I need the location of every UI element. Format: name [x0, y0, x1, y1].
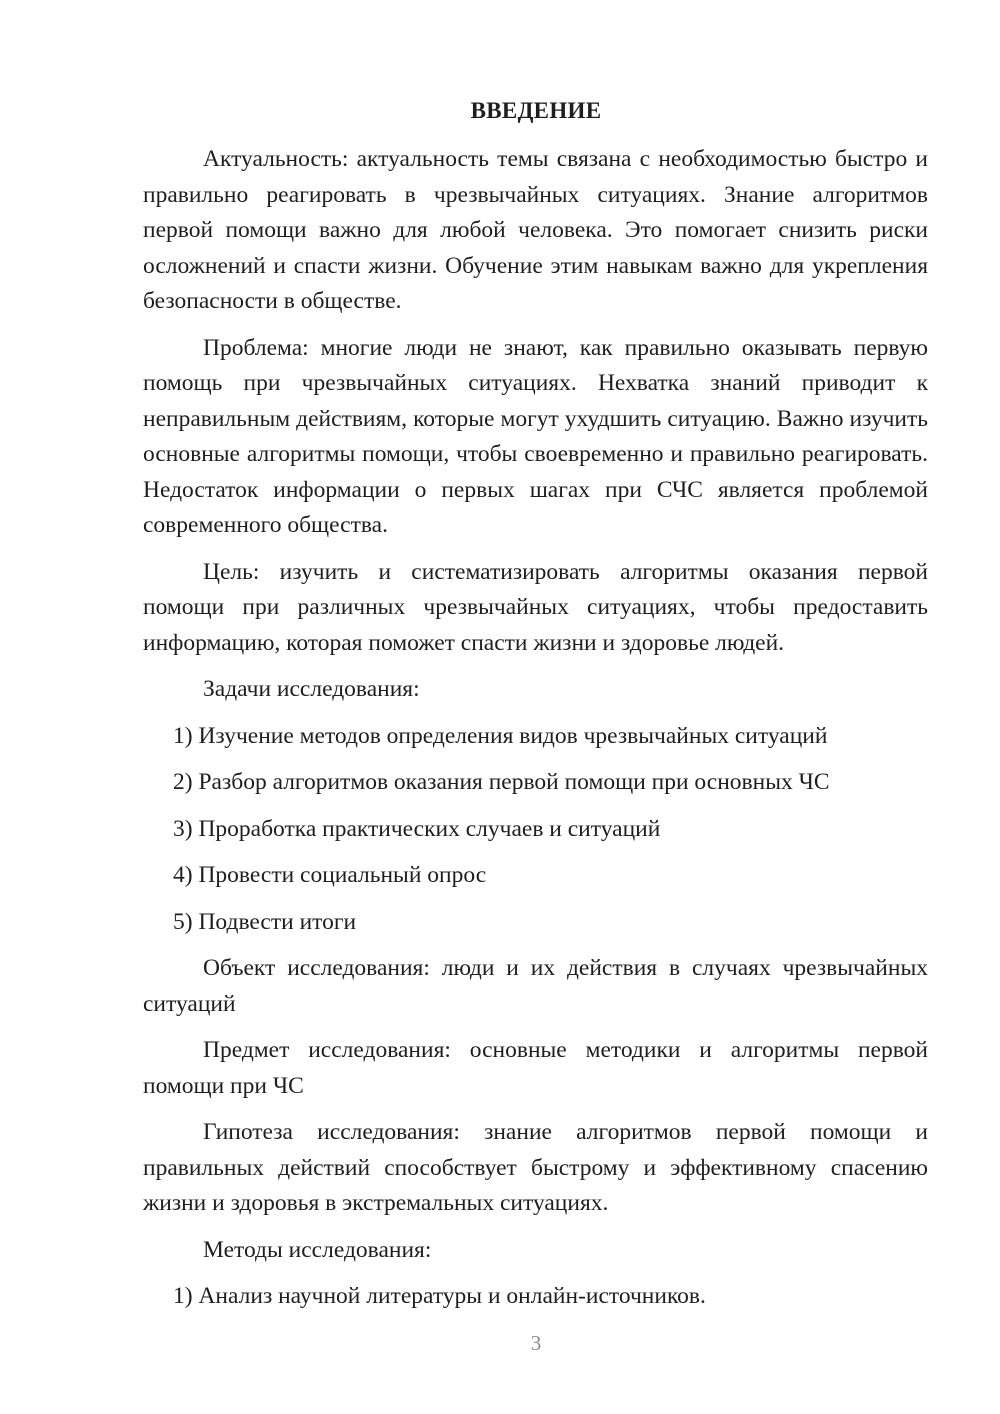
task-item: 2) Разбор алгоритмов оказания первой помощи при основных ЧС	[173, 769, 830, 795]
subject-paragraph: Предмет исследования: основные методики и алгоритмы первой помощи при ЧС	[143, 1037, 928, 1099]
page-number: 3	[530, 1331, 542, 1355]
problem-paragraph: Проблема: многие люди не знают, как правильно оказывать первую помощь при чрезвычайных ситуациях. Нехватка знаний приводит к неправильным действиям, которые могут ухудшить ситуацию. Важно изучить основные алгоритмы помощи, чтобы своевременно и правильно реагировать. Недостаток информации о первых шагах при СЧС является проблемой современного общества.	[143, 334, 928, 538]
relevance-paragraph: Актуальность: актуальность темы связана с необходимостью быстро и правильно реагировать в чрезвычайных ситуациях. Знание алгоритмов первой помощи важно для любой человека. Это помогает снизить риски осложнений и спасти жизни. Обучение этим навыкам важно для укрепления безопасности в обществе.	[143, 146, 928, 314]
task-item: 3) Проработка практических случаев и ситуаций	[173, 815, 661, 842]
method-item: 1) Анализ научной литературы и онлайн-источников.	[173, 1283, 706, 1309]
task-item: 4) Провести социальный опрос	[173, 862, 487, 888]
document-body	[143, 142, 928, 1326]
methods-heading: Методы исследования:	[203, 1236, 432, 1263]
object-paragraph: Объект исследования: люди и их действия в случаях чрезвычайных ситуаций	[143, 955, 928, 1017]
goal-paragraph: Цель: изучить и систематизировать алгоритмы оказания первой помощи при различных чрезвычайных ситуациях, чтобы предоставить информацию, которая поможет спасти жизни и здоровье людей.	[143, 558, 928, 656]
section-title: ВВЕДЕНИЕ	[470, 98, 602, 123]
tasks-heading: Задачи исследования:	[203, 676, 420, 702]
task-item: 1) Изучение методов определения видов чрезвычайных ситуаций	[173, 722, 828, 749]
task-item: 5) Подвести итоги	[173, 908, 357, 935]
hypothesis-paragraph: Гипотеза исследования: знание алгоритмов первой помощи и правильных действий способствует быстрому и эффективному спасению жизни и здоровья в экстремальных ситуациях.	[143, 1119, 928, 1216]
